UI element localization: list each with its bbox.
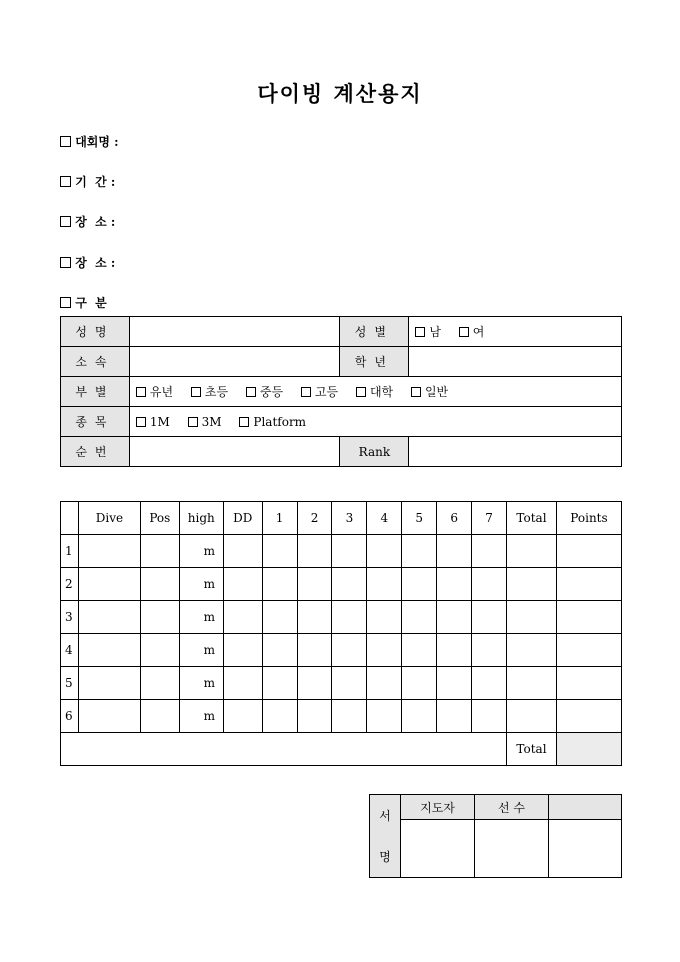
score-cell[interactable]	[507, 634, 557, 667]
score-cell[interactable]	[437, 601, 472, 634]
square-bullet-icon	[60, 216, 71, 227]
category-label: 부별	[61, 377, 130, 407]
total-spacer	[61, 733, 507, 766]
score-cell[interactable]	[78, 667, 140, 700]
name-input[interactable]	[129, 317, 340, 347]
header-cell: 5	[402, 502, 437, 535]
score-cell[interactable]	[437, 700, 472, 733]
high-cell[interactable]	[179, 568, 223, 601]
score-cell[interactable]	[472, 634, 507, 667]
score-row	[61, 568, 622, 601]
row-number: 3	[61, 601, 79, 634]
score-cell[interactable]	[556, 667, 621, 700]
field-place-2	[60, 254, 115, 271]
third-signature-cell[interactable]	[549, 820, 622, 878]
header-cell: 3	[332, 502, 367, 535]
score-cell[interactable]	[507, 667, 557, 700]
high-cell[interactable]	[179, 601, 223, 634]
score-cell[interactable]	[367, 601, 402, 634]
score-cell[interactable]	[507, 601, 557, 634]
affiliation-input[interactable]	[129, 347, 340, 377]
score-cell[interactable]	[223, 535, 262, 568]
score-total-row	[61, 733, 622, 766]
field-division-label: 구 분	[75, 296, 107, 310]
score-cell[interactable]	[472, 601, 507, 634]
score-cell[interactable]	[223, 667, 262, 700]
gender-options	[409, 317, 622, 347]
signature-side-top: 서	[379, 809, 391, 823]
third-label	[549, 795, 622, 820]
checkbox-icon	[415, 327, 425, 337]
field-place-2-label: 장 소 :	[75, 256, 116, 270]
score-cell[interactable]	[332, 700, 367, 733]
high-cell[interactable]	[179, 667, 223, 700]
athlete-label: 선 수	[475, 795, 549, 820]
header-cell: 2	[297, 502, 332, 535]
event-option-3m[interactable]: 3M	[188, 415, 222, 429]
score-cell[interactable]	[437, 568, 472, 601]
score-cell[interactable]	[367, 634, 402, 667]
score-cell[interactable]	[262, 634, 297, 667]
score-cell[interactable]	[437, 634, 472, 667]
score-table	[60, 501, 622, 766]
checkbox-icon	[246, 387, 256, 397]
score-cell[interactable]	[223, 568, 262, 601]
grade-input[interactable]	[409, 347, 622, 377]
event-option-platform[interactable]: Platform	[239, 415, 306, 429]
order-input[interactable]	[129, 437, 340, 467]
score-cell[interactable]	[262, 700, 297, 733]
header-cell: Dive	[78, 502, 140, 535]
checkbox-icon	[301, 387, 311, 397]
affiliation-label: 소속	[61, 347, 130, 377]
score-cell[interactable]	[332, 568, 367, 601]
score-row	[61, 535, 622, 568]
category-option-university[interactable]: 대학	[356, 385, 393, 399]
square-bullet-icon	[60, 297, 71, 308]
score-cell[interactable]	[472, 667, 507, 700]
score-cell[interactable]	[140, 700, 179, 733]
category-option-high[interactable]: 고등	[301, 385, 338, 399]
field-period	[60, 173, 115, 190]
athlete-signature-cell[interactable]	[475, 820, 549, 878]
score-cell[interactable]	[223, 700, 262, 733]
score-cell[interactable]	[140, 568, 179, 601]
row-number: 4	[61, 634, 79, 667]
row-number: 6	[61, 700, 79, 733]
score-cell[interactable]	[367, 535, 402, 568]
field-period-label: 기 간 :	[75, 175, 116, 189]
coach-signature-cell[interactable]	[401, 820, 475, 878]
score-row	[61, 601, 622, 634]
score-cell[interactable]	[556, 535, 621, 568]
high-cell[interactable]	[179, 535, 223, 568]
unit-label: m	[203, 610, 215, 624]
row-number: 2	[61, 568, 79, 601]
category-option-general[interactable]: 일반	[411, 385, 448, 399]
field-competition-label: 대회명 :	[75, 135, 119, 149]
score-cell[interactable]	[556, 568, 621, 601]
score-cell[interactable]	[140, 601, 179, 634]
score-cell[interactable]	[223, 634, 262, 667]
checkbox-icon	[411, 387, 421, 397]
score-cell[interactable]	[297, 568, 332, 601]
square-bullet-icon	[60, 176, 71, 187]
score-cell[interactable]	[297, 634, 332, 667]
score-cell[interactable]	[332, 667, 367, 700]
athlete-info-table	[60, 316, 622, 467]
header-cell: high	[179, 502, 223, 535]
score-cell[interactable]	[262, 535, 297, 568]
checkbox-icon	[239, 417, 249, 427]
score-cell[interactable]	[367, 667, 402, 700]
score-cell[interactable]	[78, 601, 140, 634]
field-division	[60, 294, 107, 311]
score-cell[interactable]	[140, 535, 179, 568]
coach-label: 지도자	[401, 795, 475, 820]
unit-label: m	[203, 544, 215, 558]
high-cell[interactable]	[179, 700, 223, 733]
event-label: 종목	[61, 407, 130, 437]
score-cell[interactable]	[507, 535, 557, 568]
score-row	[61, 667, 622, 700]
name-label: 성명	[61, 317, 130, 347]
unit-label: m	[203, 709, 215, 723]
grade-label: 학년	[340, 347, 409, 377]
score-cell[interactable]	[297, 601, 332, 634]
score-cell[interactable]	[297, 700, 332, 733]
score-row	[61, 634, 622, 667]
checkbox-icon	[356, 387, 366, 397]
header-cell: DD	[223, 502, 262, 535]
score-cell[interactable]	[556, 601, 621, 634]
score-cell[interactable]	[297, 535, 332, 568]
score-cell[interactable]	[332, 634, 367, 667]
score-cell[interactable]	[556, 700, 621, 733]
score-cell[interactable]	[402, 568, 437, 601]
unit-label: m	[203, 577, 215, 591]
score-cell[interactable]	[332, 601, 367, 634]
score-cell[interactable]	[472, 535, 507, 568]
score-cell[interactable]	[472, 568, 507, 601]
gender-label: 성별	[340, 317, 409, 347]
total-value-cell[interactable]	[556, 733, 621, 766]
signature-side-bottom: 명	[379, 850, 391, 864]
score-cell[interactable]	[78, 700, 140, 733]
score-cell[interactable]	[507, 700, 557, 733]
signature-table	[369, 794, 622, 878]
score-cell[interactable]	[262, 568, 297, 601]
square-bullet-icon	[60, 257, 71, 268]
header-cell: Total	[507, 502, 557, 535]
rank-input[interactable]	[409, 437, 622, 467]
header-cell: Pos	[140, 502, 179, 535]
category-option-middle[interactable]: 중등	[246, 385, 283, 399]
score-cell[interactable]	[437, 535, 472, 568]
field-place	[60, 213, 115, 230]
checkbox-icon	[459, 327, 469, 337]
square-bullet-icon	[60, 136, 71, 147]
score-cell[interactable]	[78, 535, 140, 568]
header-cell: 4	[367, 502, 402, 535]
score-cell[interactable]	[223, 601, 262, 634]
header-cell: Points	[556, 502, 621, 535]
score-cell[interactable]	[367, 568, 402, 601]
event-option-1m[interactable]: 1M	[136, 415, 170, 429]
score-cell[interactable]	[402, 667, 437, 700]
page-title: 다이빙 계산용지	[257, 81, 423, 106]
score-cell[interactable]	[262, 601, 297, 634]
event-options	[129, 407, 621, 437]
checkbox-icon	[188, 417, 198, 427]
signature-side-label	[370, 795, 401, 878]
score-header-row	[61, 502, 622, 535]
score-cell[interactable]	[402, 535, 437, 568]
gender-option-female[interactable]: 여	[459, 325, 485, 339]
score-cell[interactable]	[297, 667, 332, 700]
score-cell[interactable]	[507, 568, 557, 601]
score-cell[interactable]	[367, 700, 402, 733]
total-label: Total	[507, 733, 557, 766]
header-cell	[61, 502, 79, 535]
field-competition	[60, 133, 119, 150]
category-option-elementary[interactable]: 초등	[191, 385, 228, 399]
score-cell[interactable]	[332, 535, 367, 568]
header-cell: 1	[262, 502, 297, 535]
row-number: 5	[61, 667, 79, 700]
header-cell: 6	[437, 502, 472, 535]
score-cell[interactable]	[78, 568, 140, 601]
field-place-label: 장 소 :	[75, 215, 116, 229]
score-cell[interactable]	[437, 667, 472, 700]
unit-label: m	[203, 643, 215, 657]
category-option-kids[interactable]: 유년	[136, 385, 173, 399]
order-label: 순번	[61, 437, 130, 467]
score-cell[interactable]	[402, 700, 437, 733]
checkbox-icon	[136, 387, 146, 397]
score-cell[interactable]	[140, 667, 179, 700]
gender-option-male[interactable]: 남	[415, 325, 441, 339]
score-cell[interactable]	[262, 667, 297, 700]
score-row	[61, 700, 622, 733]
category-options	[129, 377, 621, 407]
score-cell[interactable]	[402, 634, 437, 667]
rank-label: Rank	[340, 437, 409, 467]
row-number: 1	[61, 535, 79, 568]
score-cell[interactable]	[402, 601, 437, 634]
checkbox-icon	[191, 387, 201, 397]
score-cell[interactable]	[556, 634, 621, 667]
unit-label: m	[203, 676, 215, 690]
checkbox-icon	[136, 417, 146, 427]
score-cell[interactable]	[472, 700, 507, 733]
high-cell[interactable]	[179, 634, 223, 667]
header-cell: 7	[472, 502, 507, 535]
score-cell[interactable]	[78, 634, 140, 667]
score-cell[interactable]	[140, 634, 179, 667]
